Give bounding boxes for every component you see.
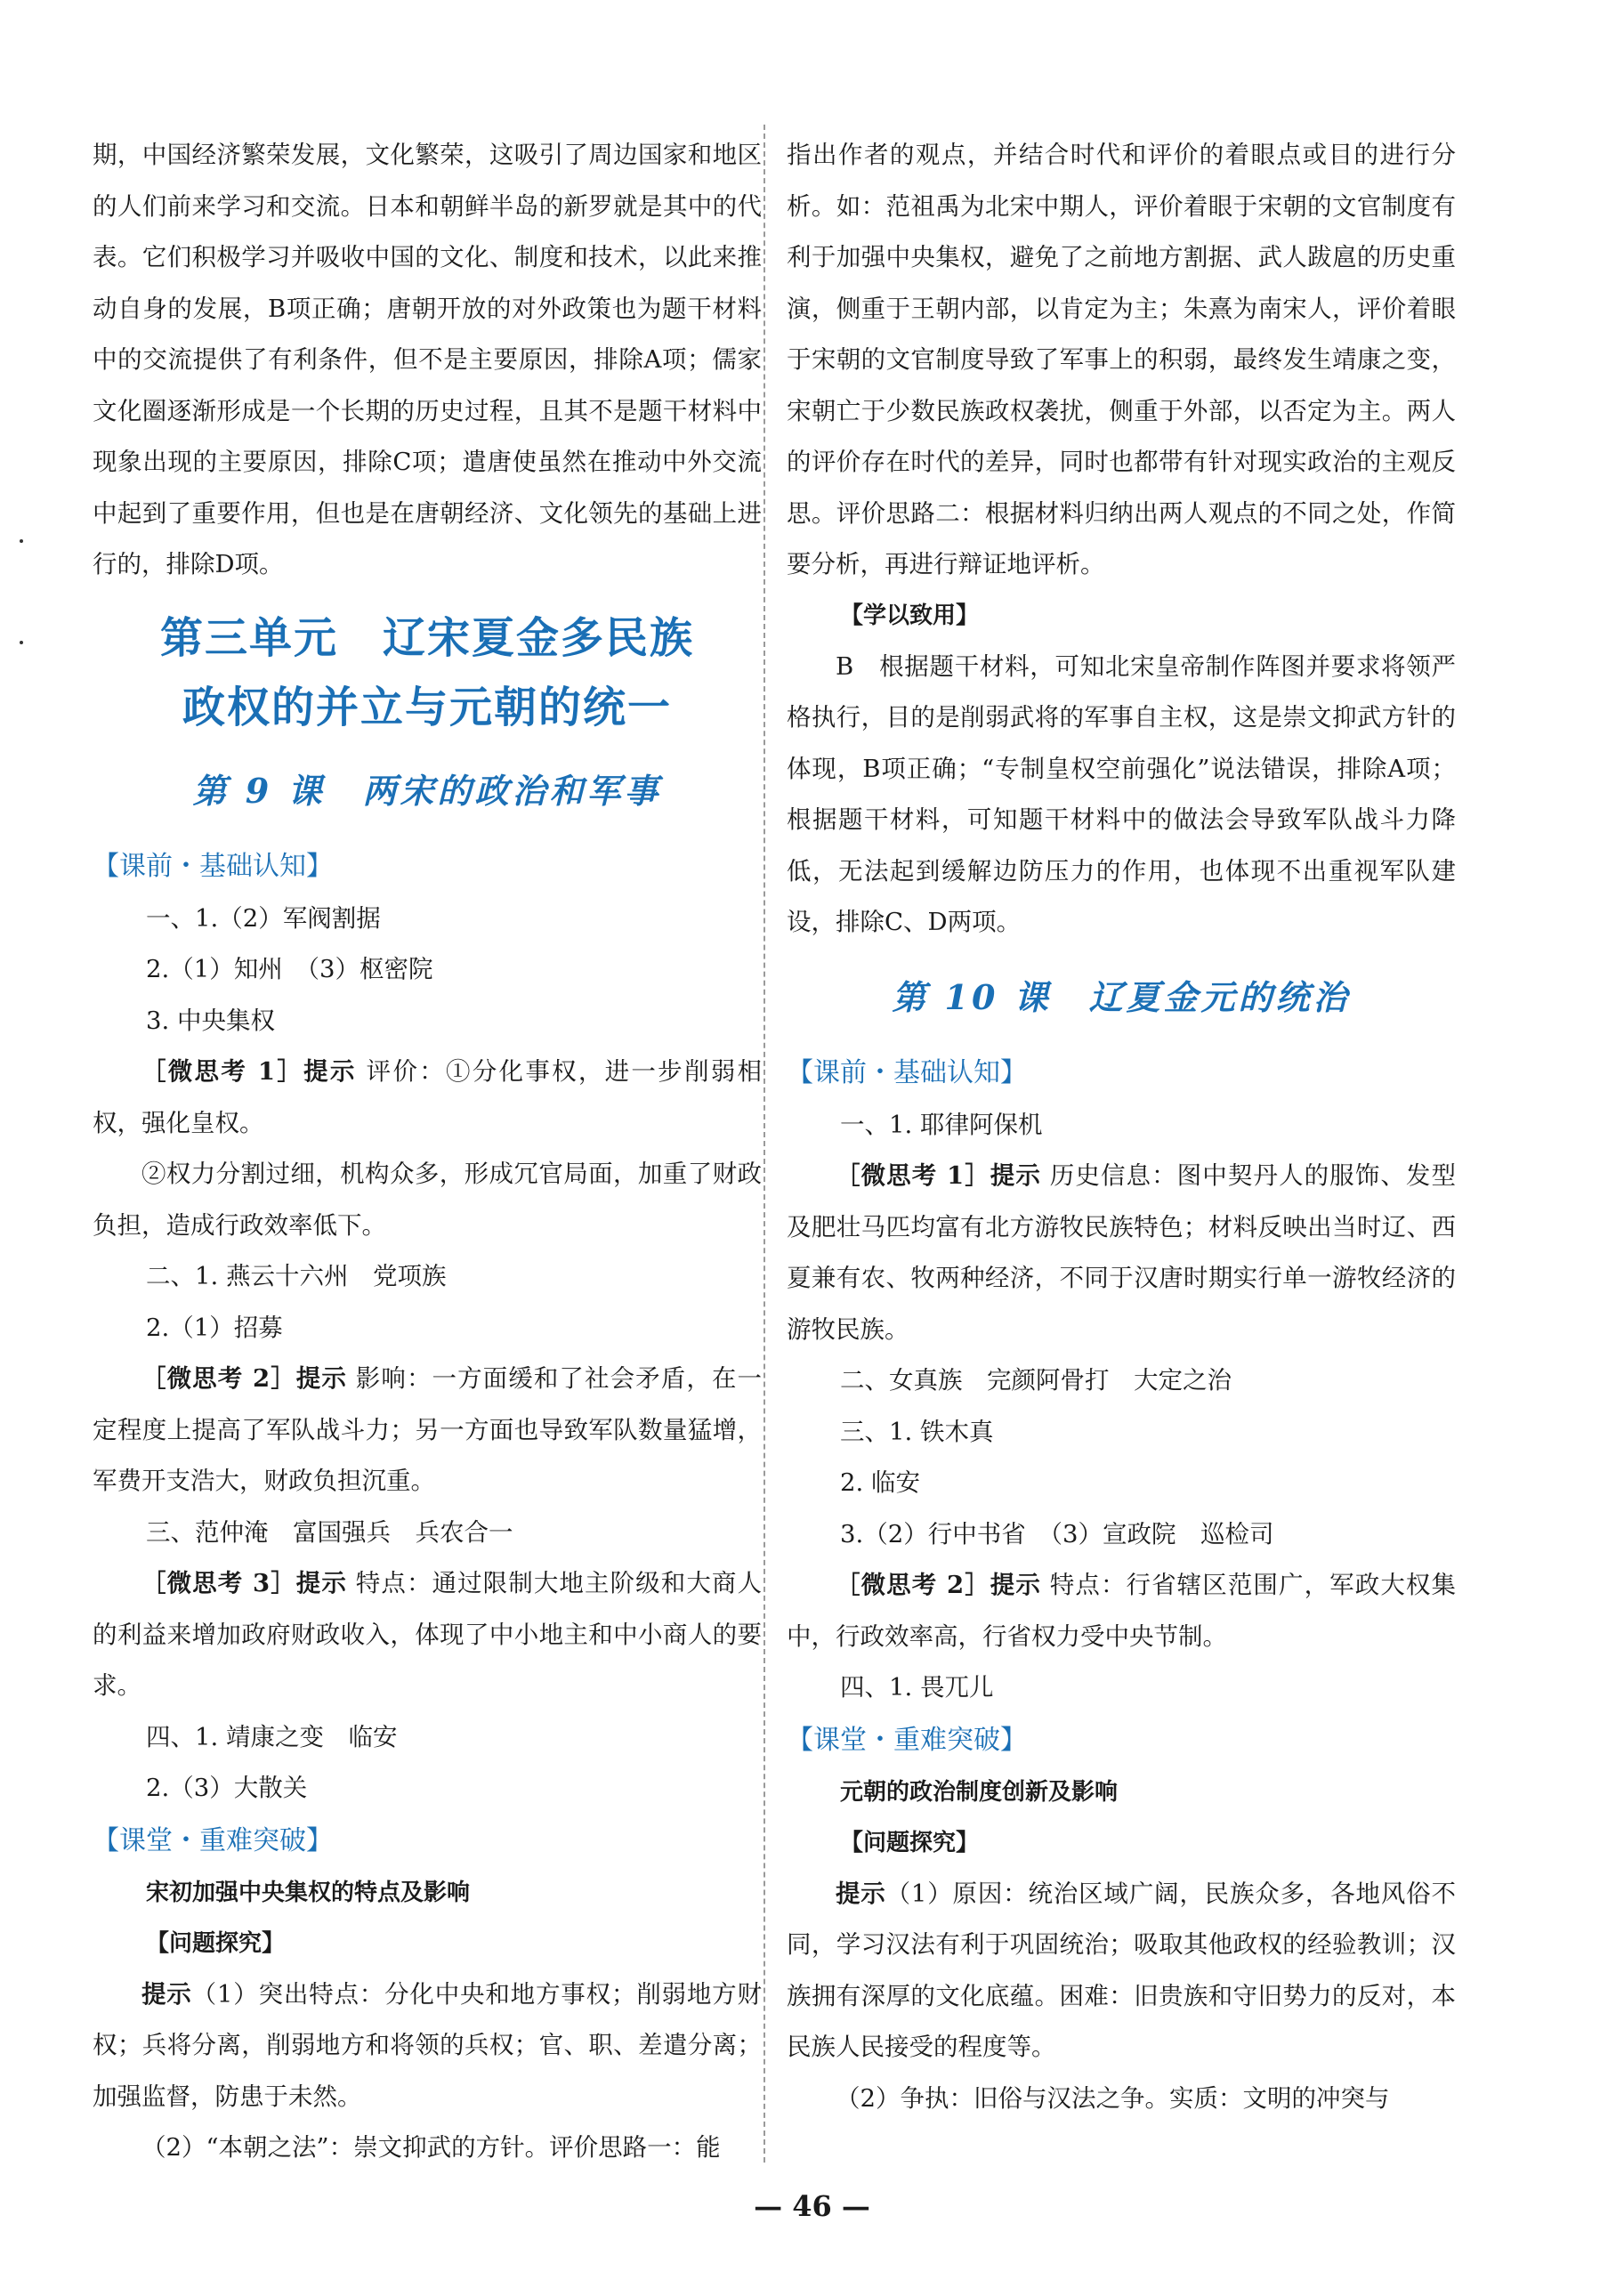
apply-heading: 【学以致用】 xyxy=(840,602,980,629)
answer-line: 一、1. 耶律阿保机 xyxy=(840,1110,1043,1139)
answer-line: 一、1.（2）军阀割据 xyxy=(146,903,381,933)
column-divider xyxy=(764,125,765,2163)
continued-paragraph: 指出作者的观点，并结合时代和评价的着眼点或目的进行分析。如：范祖禹为北宋中期人，评价着眼于宋朝的文官制度有利于加强中央集权，避免了之前地方割据、武人跋扈的历史重演，侧重于王朝内部，以肯定为主；朱熹为南宋人，评价着眼于宋朝的文官制度导致了军事上的积弱，最终发生靖康之变，宋朝亡于少数民族政权袭扰，侧重于外部，以否定为主。两人的评价存在时代的差异，同时也都带有针对现实政治的主观反思。评价思路二：根据材料归纳出两人观点的不同之处，作简要分析，再进行辩证地评析。 xyxy=(787,141,1456,578)
right-column xyxy=(787,130,1456,2124)
section-heading-pre-class: 【课前・基础认知】 xyxy=(93,850,333,882)
answer-line: 2.（1）招募 xyxy=(146,1313,283,1342)
micro-think-label: ［微思考 3］提示 xyxy=(141,1569,347,1597)
micro-think-label: ［微思考 2］提示 xyxy=(141,1364,347,1393)
answer-line: 2.（1）知州 （3）枢密院 xyxy=(146,955,433,983)
micro-think-label: ［微思考 2］提示 xyxy=(836,1571,1041,1599)
tip-label: 提示 xyxy=(141,1979,192,2009)
micro-think-text: 特点：通过限制大地主阶级和大商人的利益来增加政府财政收入，体现了中小地主和中小商人的要求。 xyxy=(93,1569,762,1700)
left-column xyxy=(93,130,762,2174)
problem-explore-heading: 【问题探究】 xyxy=(840,1829,980,1856)
section-heading-in-class: 【课堂・重难突破】 xyxy=(787,1724,1027,1756)
micro-think-label: ［微思考 1］提示 xyxy=(141,1057,357,1086)
unit-title-line-2: 政权的并立与元朝的统一 xyxy=(182,682,672,732)
lesson-title: 第 9 课 两宋的政治和军事 xyxy=(192,770,662,811)
micro-think-text: 评价：①分化事权，进一步削弱相权，强化皇权。 xyxy=(93,1057,762,1137)
tip-paragraph xyxy=(93,1969,762,2123)
answer-line: 3.（2）行中书省 （3）宣政院 巡检司 xyxy=(840,1519,1274,1548)
section-heading-in-class: 【课堂・重难突破】 xyxy=(93,1824,333,1856)
unit-title-line-1: 第三单元 辽宋夏金多民族 xyxy=(159,612,694,663)
topic-heading: 宋初加强中央集权的特点及影响 xyxy=(146,1879,471,1906)
problem-explore-heading: 【问题探究】 xyxy=(146,1929,286,1957)
tip-text: （1）突出特点：分化中央和地方事权；削弱地方财权；兵将分离，削弱地方和将领的兵权；官、职、差遣分离；加强监督，防患于未然。 xyxy=(93,1979,762,2111)
tip-text: （1）原因：统治区域广阔，民族众多，各地风俗不同，学习汉法有利于巩固统治；吸取其他政权的经验教训；汉族拥有深厚的文化底蕴。困难：旧贵族和守旧势力的反对，本民族人民接受的程度等。 xyxy=(787,1879,1456,2061)
answer-line: 2. 临安 xyxy=(840,1468,920,1497)
answer-line: 四、1. 靖康之变 临安 xyxy=(146,1722,398,1751)
micro-think-text: 影响：一方面缓和了社会矛盾，在一定程度上提高了军队战斗力；另一方面也导致军队数量猛增，军费开支浩大，财政负担沉重。 xyxy=(93,1364,762,1495)
micro-think-1 xyxy=(93,1047,762,1149)
micro-think-1 xyxy=(787,1151,1456,1355)
micro-think-3 xyxy=(93,1558,762,1712)
micro-think-text: 历史信息：图中契丹人的服饰、发型及肥壮马匹均富有北方游牧民族特色；材料反映出当时辽、西夏兼有农、牧两种经济，不同于汉唐时期实行单一游牧经济的游牧民族。 xyxy=(787,1161,1456,1344)
micro-think-text: 特点：行省辖区范围广，军政大权集中，行政效率高，行省权力受中央节制。 xyxy=(787,1571,1456,1651)
lesson-title: 第 10 课 辽夏金元的统治 xyxy=(892,976,1351,1017)
micro-think-2 xyxy=(93,1354,762,1508)
answer-line: 2.（3）大散关 xyxy=(146,1774,308,1802)
answer-line: 四、1. 畏兀儿 xyxy=(840,1673,994,1702)
answer-line: 3. 中央集权 xyxy=(146,1006,275,1035)
answer-line: 三、1. 铁木真 xyxy=(840,1417,994,1446)
answer-line: 三、范仲淹 富国强兵 兵农合一 xyxy=(146,1517,513,1547)
micro-think-1-cont: ②权力分割过细，机构众多，形成冗官局面，加重了财政负担，造成行政效率低下。 xyxy=(93,1160,762,1240)
tip-paragraph-cont: （2）争执：旧俗与汉法之争。实质：文明的冲突与 xyxy=(836,2083,1390,2113)
margin-dot xyxy=(20,539,23,543)
page-number: — 46 — xyxy=(754,2189,870,2223)
micro-think-2 xyxy=(787,1560,1456,1662)
topic-heading: 元朝的政治制度创新及影响 xyxy=(840,1778,1119,1806)
section-heading-pre-class: 【课前・基础认知】 xyxy=(787,1056,1027,1088)
answer-line: 二、女真族 完颜阿骨打 大定之治 xyxy=(840,1366,1232,1395)
apply-answer: B 根据题干材料，可知北宋皇帝制作阵图并要求将领严格执行，目的是削弱武将的军事自主权，这是崇文抑武方针的体现，B项正确；“专制皇权空前强化”说法错误，排除A项；根据题干材料，可知题干材料中的做法会导致军队战斗力降低，无法起到缓解边防压力的作用，也体现不出重视军队建设，排除C、D两项。 xyxy=(787,651,1456,936)
margin-dot xyxy=(20,641,23,644)
tip-label: 提示 xyxy=(836,1879,886,1908)
tip-paragraph xyxy=(787,1869,1456,2074)
continued-paragraph: 期，中国经济繁荣发展，文化繁荣，这吸引了周边国家和地区的人们前来学习和交流。日本和朝鲜半岛的新罗就是其中的代表。它们积极学习并吸收中国的文化、制度和技术，以此来推动自身的发展，B项正确；唐朝开放的对外政策也为题干材料中的交流提供了有利条件，但不是主要原因，排除A项；儒家文化圈逐渐形成是一个长期的历史过程，且其不是题干材料中现象出现的主要原因，排除C项；遣唐使虽然在推动中外交流中起到了重要作用，但也是在唐朝经济、文化领先的基础上进行的，排除D项。 xyxy=(93,141,762,578)
answer-line: 二、1. 燕云十六州 党项族 xyxy=(146,1262,447,1290)
micro-think-label: ［微思考 1］提示 xyxy=(836,1161,1041,1190)
tip-paragraph-cont: （2）“本朝之法”：崇文抑武的方针。评价思路一：能 xyxy=(141,2133,721,2162)
